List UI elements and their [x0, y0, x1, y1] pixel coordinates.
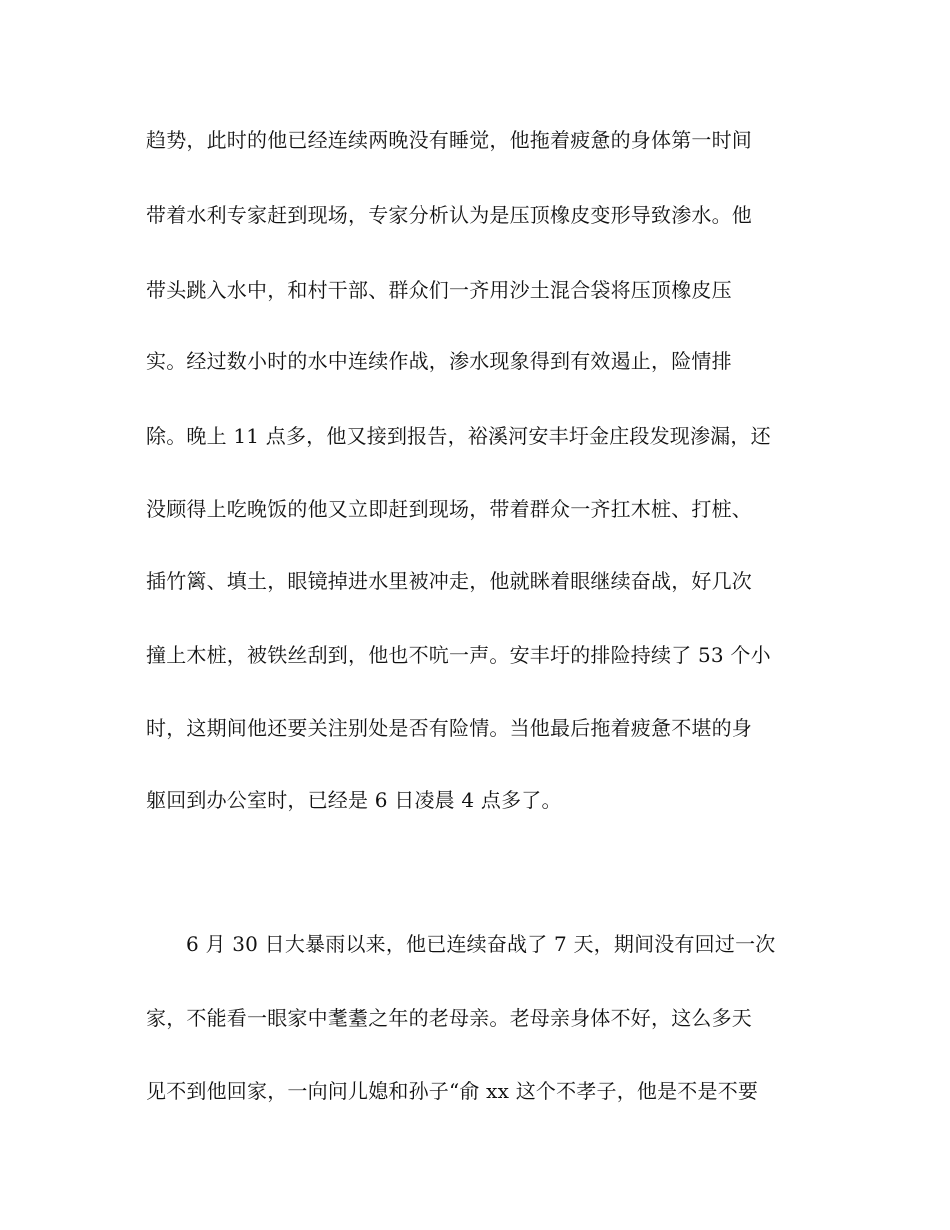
paragraph-line: 除。晚上 11 点多，他又接到报告，裕溪河安丰圩金庄段发现渗漏，还	[146, 424, 771, 448]
paragraph-line: 带着水利专家赶到现场，专家分析认为是压顶橡皮变形导致渗水。他	[146, 203, 752, 227]
paragraph-line: 6 月 30 日大暴雨以来，他已连续奋战了 7 天，期间没有回过一次	[186, 932, 776, 956]
paragraph-line: 见不到他回家，一向问儿媳和孙子“俞 xx 这个不孝子，他是不是不要	[146, 1079, 759, 1103]
paragraph-line: 时，这期间他还要关注别处是否有险情。当他最后拖着疲惫不堪的身	[146, 716, 752, 740]
paragraph-line: 家，不能看一眼家中耄耋之年的老母亲。老母亲身体不好，这么多天	[146, 1006, 752, 1030]
paragraph-line: 趋势，此时的他已经连续两晚没有睡觉，他拖着疲惫的身体第一时间	[146, 128, 752, 152]
paragraph-line: 躯回到办公室时，已经是 6 日凌晨 4 点多了。	[146, 788, 562, 812]
paragraph-line: 实。经过数小时的水中连续作战，渗水现象得到有效遏止，险情排	[146, 349, 732, 373]
paragraph-line: 没顾得上吃晚饭的他又立即赶到现场，带着群众一齐扛木桩、打桩、	[146, 497, 752, 521]
paragraph-line: 插竹篱、填土，眼镜掉进水里被冲走，他就眯着眼继续奋战，好几次	[146, 569, 752, 593]
paragraph-line: 带头跳入水中，和村干部、群众们一齐用沙土混合袋将压顶橡皮压	[146, 278, 732, 302]
paragraph-line: 撞上木桩，被铁丝刮到，他也不吭一声。安丰圩的排险持续了 53 个小	[146, 643, 771, 667]
